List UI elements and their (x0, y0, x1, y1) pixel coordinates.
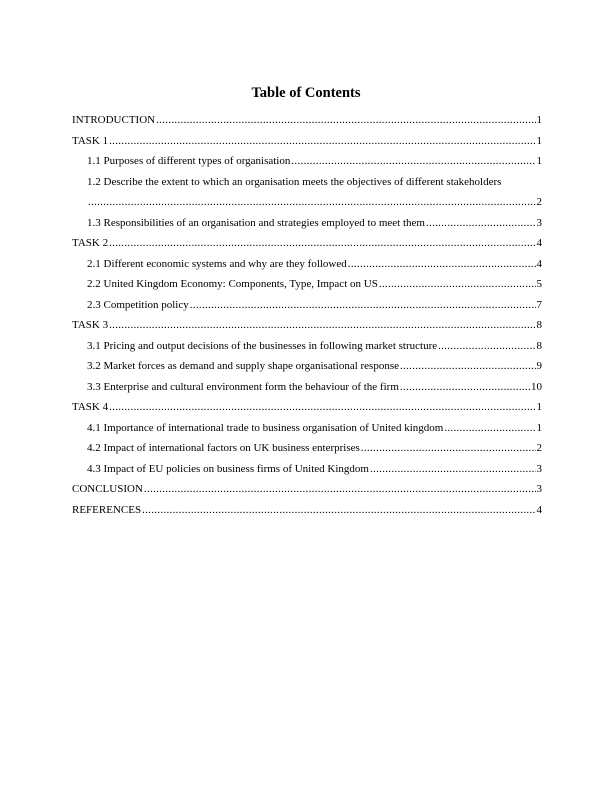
toc-page-number: 4 (536, 237, 542, 249)
toc-page-number: 2 (536, 442, 542, 454)
toc-entry[interactable] (72, 318, 542, 339)
toc-page-number: 9 (536, 360, 542, 372)
toc-entry-text: 4.2 Impact of international factors on UK business enterprises (87, 442, 360, 454)
toc-dot-leader (379, 277, 536, 291)
toc-entry[interactable] (72, 257, 542, 278)
toc-page-number: 3 (536, 483, 542, 495)
toc-entry-text: 4.1 Importance of international trade to business organisation of United kingdom (87, 421, 444, 434)
toc-page-number: 10 (531, 380, 542, 393)
toc-page-number: 8 (536, 339, 542, 352)
toc-entry-text: 4.3 Impact of EU policies on business firms of United Kingdom (87, 462, 369, 475)
toc-entry[interactable] (72, 134, 542, 155)
toc-page-number: 7 (536, 298, 542, 311)
toc-list (72, 113, 542, 523)
toc-entry[interactable] (72, 175, 542, 216)
toc-entry-text: 2.1 Different economic systems and why are they followed (87, 257, 347, 270)
toc-dot-leader (142, 503, 535, 517)
toc-entry[interactable] (72, 482, 542, 503)
toc-page-number: 3 (536, 462, 542, 475)
toc-dot-leader (109, 400, 535, 414)
toc-page-number: 8 (536, 319, 542, 331)
toc-entry[interactable] (72, 236, 542, 257)
toc-dot-leader (190, 298, 536, 312)
toc-entry-text: 1.1 Purposes of different types of organisation (87, 155, 291, 167)
toc-entry[interactable] (72, 400, 542, 421)
toc-entry-text: 3.2 Market forces as demand and supply shape organisational response (87, 360, 399, 372)
toc-page-number: 1 (536, 401, 542, 413)
toc-entry-text: 3.1 Pricing and output decisions of the businesses in following market structure (87, 339, 438, 352)
toc-dot-leader (400, 380, 530, 394)
toc-dot-leader (144, 482, 536, 496)
toc-entry-text: 1.2 Describe the extent to which an organisation meets the objectives of different stakeholders (87, 175, 502, 188)
toc-dot-leader (156, 113, 535, 127)
toc-entry[interactable] (72, 462, 542, 483)
toc-dot-leader (444, 421, 535, 435)
toc-entry[interactable] (72, 113, 542, 134)
toc-page-number: 1 (536, 421, 542, 434)
toc-entry-text: TASK 4 (72, 401, 109, 413)
toc-entry-text: 2.2 United Kingdom Economy: Components, Type, Impact on US (87, 278, 378, 290)
toc-entry-text: 2.3 Competition policy (87, 298, 189, 311)
toc-entry-text: TASK 1 (72, 134, 109, 147)
toc-page-number: 1 (536, 155, 542, 167)
toc-dot-leader (348, 257, 536, 271)
toc-entry[interactable] (72, 339, 542, 360)
toc-dot-leader (109, 318, 535, 332)
toc-entry[interactable] (72, 503, 542, 524)
toc-dot-leader (400, 359, 536, 373)
toc-entry[interactable] (72, 359, 542, 380)
toc-entry-text: 1.3 Responsibilities of an organisation and strategies employed to meet them (87, 216, 425, 229)
toc-dot-leader (426, 216, 536, 230)
toc-dot-leader (109, 236, 535, 250)
toc-entry-text: CONCLUSION (72, 483, 143, 495)
toc-page-number: 1 (536, 134, 542, 147)
toc-entry[interactable] (72, 216, 542, 237)
toc-entry[interactable] (72, 380, 542, 401)
toc-entry[interactable] (72, 277, 542, 298)
toc-entry[interactable] (72, 298, 542, 319)
toc-page-number: 5 (536, 278, 542, 290)
toc-dot-leader (361, 441, 536, 455)
toc-page-number: 4 (536, 257, 542, 270)
toc-dot-leader (109, 134, 535, 148)
toc-dot-leader (291, 154, 535, 168)
toc-dot-leader (88, 195, 536, 209)
toc-entry-text: REFERENCES (72, 503, 142, 516)
toc-page-number: 3 (536, 216, 542, 229)
toc-title: Table of Contents (251, 85, 361, 101)
toc-page-number: 4 (536, 503, 542, 516)
toc-entry[interactable] (72, 154, 542, 175)
toc-page-number: 1 (536, 114, 542, 126)
toc-entry-text: 3.3 Enterprise and cultural environment form the behaviour of the firm (87, 380, 399, 393)
toc-entry-text: TASK 3 (72, 319, 109, 331)
toc-dot-leader (370, 462, 536, 476)
toc-entry-text: INTRODUCTION (72, 114, 156, 126)
toc-dot-leader (438, 339, 535, 353)
toc-entry-text: TASK 2 (72, 237, 109, 249)
toc-entry[interactable] (72, 441, 542, 462)
toc-entry[interactable] (72, 421, 542, 442)
toc-page-number: 2 (536, 196, 542, 208)
